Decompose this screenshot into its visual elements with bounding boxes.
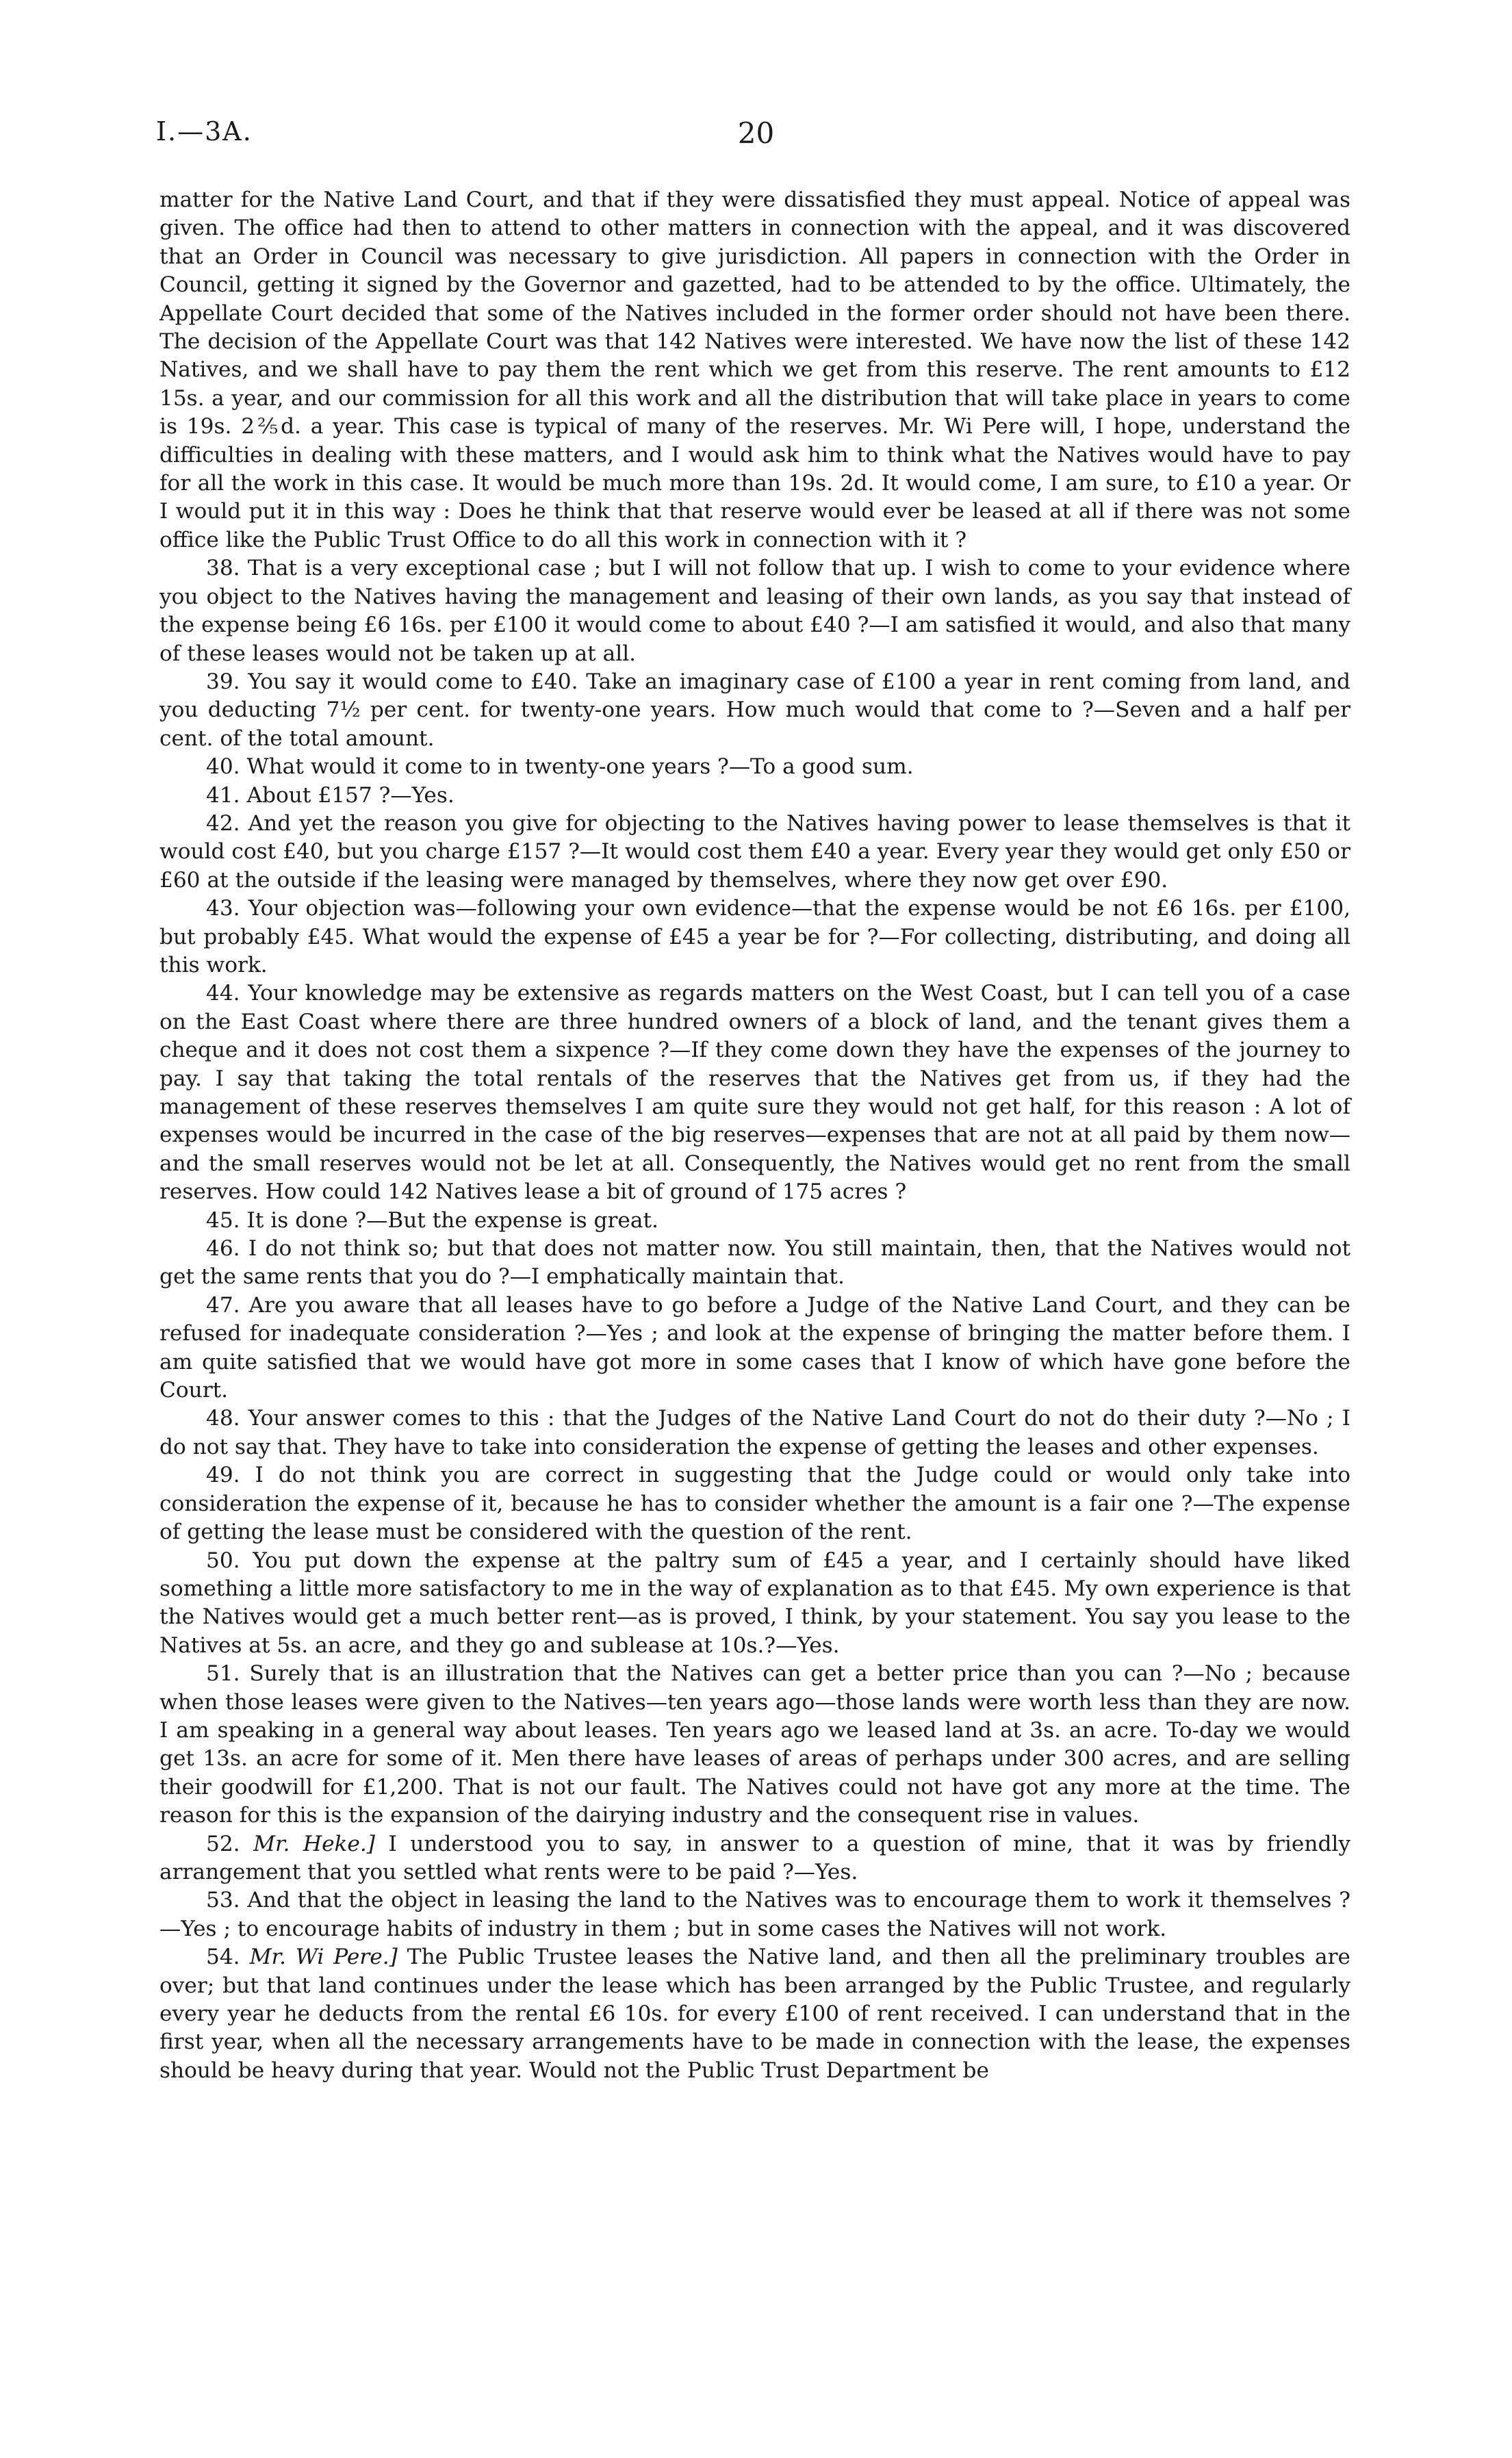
question-51 [159, 1660, 1350, 1830]
question-number: 54. [206, 1945, 240, 1970]
question-number: 45. [206, 1207, 240, 1233]
paragraph-37-continued [159, 186, 1350, 554]
question-number: 51. [206, 1661, 240, 1687]
paragraph-text: It is done ?—But the expense is great. [246, 1207, 658, 1233]
question-number: 43. [206, 896, 240, 921]
question-38 [159, 554, 1350, 668]
question-44 [159, 980, 1350, 1206]
paragraph-text: That is a very exceptional case ; but I will not follow that up. I wish to come to your evidence where you object to the Natives having the management and leasing of their own lands, as you say that instead of the expense being £6 16s. per £100 it would come to about £40 ?—I am satisfied it would, and also that many of these leases would not be taken up at all. [159, 556, 1350, 666]
question-number: 42. [206, 810, 240, 836]
question-39 [159, 668, 1350, 753]
question-number: 46. [206, 1236, 240, 1262]
question-53 [159, 1886, 1350, 1943]
paragraph-text: You say it would come to £40. Take an imaginary case of £100 a year in rent coming from land, and you deducting 7½ per cent. for twenty-one years. How much would that come to ?—Seven and a half per cent. of the total amount. [159, 669, 1350, 751]
paragraph-text: I do not think you are correct in suggesting that the Judge could or would only take into consideration the expense of it, because he has to consider whether the amount is a fair one ?—The expense of getting the lease must be considered with the question of the rent. [159, 1463, 1350, 1545]
question-42 [159, 810, 1350, 895]
paragraph-text: Your knowledge may be extensive as regards matters on the West Coast, but I can tell you of a case on the East Coast where there are three hundred owners of a block of land, and the tenant gives them a cheque and it does not cost them a sixpence ?—If they come down they have the expenses of the journey to pay. I say that taking the total rentals of the reserves that the Natives get from us, if they had the management of these reserves themselves I am quite sure they would not get half, for this reason : A lot of expenses would be incurred in the case of the big reserves—expenses that are not at all paid by them now—and the small reserves would not be let at all. Consequently, the Natives would get no rent from the small reserves. How could 142 Natives lease a bit of ground of 175 acres ? [159, 981, 1350, 1205]
paragraph-text: I understood you to say, in answer to a question of mine, that it was by friendly arrangement that you settled what rents were to be paid ?—Yes. [159, 1831, 1351, 1884]
question-number: 47. [206, 1292, 240, 1318]
question-number: 39. [206, 669, 240, 694]
question-52 [159, 1830, 1350, 1887]
page-number: 20 [737, 116, 775, 150]
question-43 [159, 895, 1350, 980]
speaker-label: Mr. Heke.] [253, 1831, 375, 1856]
question-41 [159, 782, 1350, 810]
question-45 [159, 1207, 1350, 1235]
paragraph-text: Your objection was—following your own evidence—that the expense would be not £6 16s. per £100, but probably £45. What would the expense of £45 a year be for ?—For collecting, distributing, and doing all this work. [159, 896, 1350, 977]
paragraph-text: Surely that is an illustration that the Natives can get a better price than you can ?—No ; because when those leases were given to the Natives—ten years ago—those lands were worth less than they are now. I am speaking in a general way about leases. Ten years ago we leased land at 3s. an acre. To-day we would get 13s. an acre for some of it. Men there have leases of areas of perhaps under 300 acres, and are selling their goodwill for £1,200. That is not our fault. The Natives could not have got any more at the time. The reason for this is the expansion of the dairying industry and the consequent rise in values. [159, 1661, 1350, 1828]
paragraph-text: matter for the Native Land Court, and that if they were dissatisfied they must appeal. Notice of appeal was given. The office had then to attend to other matters in connection with the appeal, and it was discovered that an Order in Council was necessary to give jurisdiction. All papers in connection with the Order in Council, getting it signed by the Governor and gazetted, had to be attended to by the office. Ultimately, the Appellate Court decided that some of the Natives included in the former order should not have been there. The decision of the Appellate Court was that 142 Natives were interested. We have now the list of these 142 Natives, and we shall have to pay them the rent which we get from this reserve. The rent amounts to £12 15s. a year, and our commission for all this work and all the distribution that will take place in years to come is 19s. 2⅖d. a year. This case is typical of many of the reserves. Mr. Wi Pere will, I hope, understand the difficulties in dealing with these matters, and I would ask him to think what the Natives would have to pay for all the work in this case. It would be much more than 19s. 2d. It would come, I am sure, to £10 a year. Or I would put it in this way : Does he think that that reserve would ever be leased at all if there was not some office like the Public Trust Office to do all this work in connection with it ? [159, 188, 1350, 552]
question-48 [159, 1405, 1350, 1461]
question-number: 40. [206, 754, 240, 780]
question-46 [159, 1235, 1350, 1292]
question-number: 50. [206, 1548, 240, 1573]
question-47 [159, 1292, 1350, 1405]
paragraph-text: About £157 ?—Yes. [246, 782, 454, 808]
document-reference: I.—3A. [156, 116, 253, 146]
paragraph-text: The Public Trustee leases the Native land, and then all the preliminary troubles are over; but that land continues under the lease which has been arranged by the Public Trustee, and regularly every year he deducts from the rental £6 10s. for every £100 of rent received. I can understand that in the first year, when all the necessary arrangements have to be made in connection with the lease, the expenses should be heavy during that year. Would not the Public Trust Department be [159, 1945, 1350, 2083]
question-49 [159, 1461, 1350, 1546]
paragraph-text: Are you aware that all leases have to go before a Judge of the Native Land Court, and they can be refused for inadequate consideration ?—Yes ; and look at the expense of bringing the matter before them. I am quite satisfied that we would have got more in some cases that I know of which have gone before the Court. [159, 1292, 1350, 1403]
speaker-label: Mr. Wi Pere.] [249, 1945, 398, 1970]
question-number: 38. [206, 556, 240, 581]
question-number: 52. [206, 1831, 240, 1856]
paragraph-text: Your answer comes to this : that the Judges of the Native Land Court do not do their duty ?—No ; I do not say that. They have to take into consideration the expense of getting the leases and other expenses. [159, 1406, 1350, 1459]
question-number: 53. [206, 1888, 240, 1913]
paragraph-text: What would it come to in twenty-one years ?—To a good sum. [246, 754, 914, 780]
paragraph-text: And yet the reason you give for objecting to the Natives having power to lease themselves is that it would cost £40, but you charge £157 ?—It would cost them £40 a year. Every year they would get only £50 or £60 at the outside if the leasing were managed by themselves, where they now get over £90. [159, 810, 1350, 893]
question-50 [159, 1547, 1350, 1661]
paragraph-text: And that the object in leasing the land to the Natives was to encourage them to work it themselves ?—Yes ; to encourage habits of industry in them ; but in some cases the Natives will not work. [159, 1888, 1350, 1941]
question-54 [159, 1943, 1350, 2085]
question-number: 48. [206, 1406, 240, 1431]
question-40 [159, 753, 1350, 781]
paragraph-text: I do not think so; but that does not matter now. You still maintain, then, that the Natives would not get the same rents that you do ?—I emphatically maintain that. [159, 1236, 1351, 1290]
question-number: 41. [206, 782, 240, 808]
question-number: 49. [206, 1463, 240, 1488]
body-text [159, 186, 1350, 2085]
page-header [156, 116, 1356, 164]
paragraph-text: You put down the expense at the paltry sum of £45 a year, and I certainly should have liked something a little more satisfactory to me in the way of explanation as to that £45. My own experience is that the Natives would get a much better rent—as is proved, I think, by your statement. You say you lease to the Natives at 5s. an acre, and they go and sublease at 10s.?—Yes. [159, 1548, 1350, 1658]
question-number: 44. [206, 981, 240, 1006]
